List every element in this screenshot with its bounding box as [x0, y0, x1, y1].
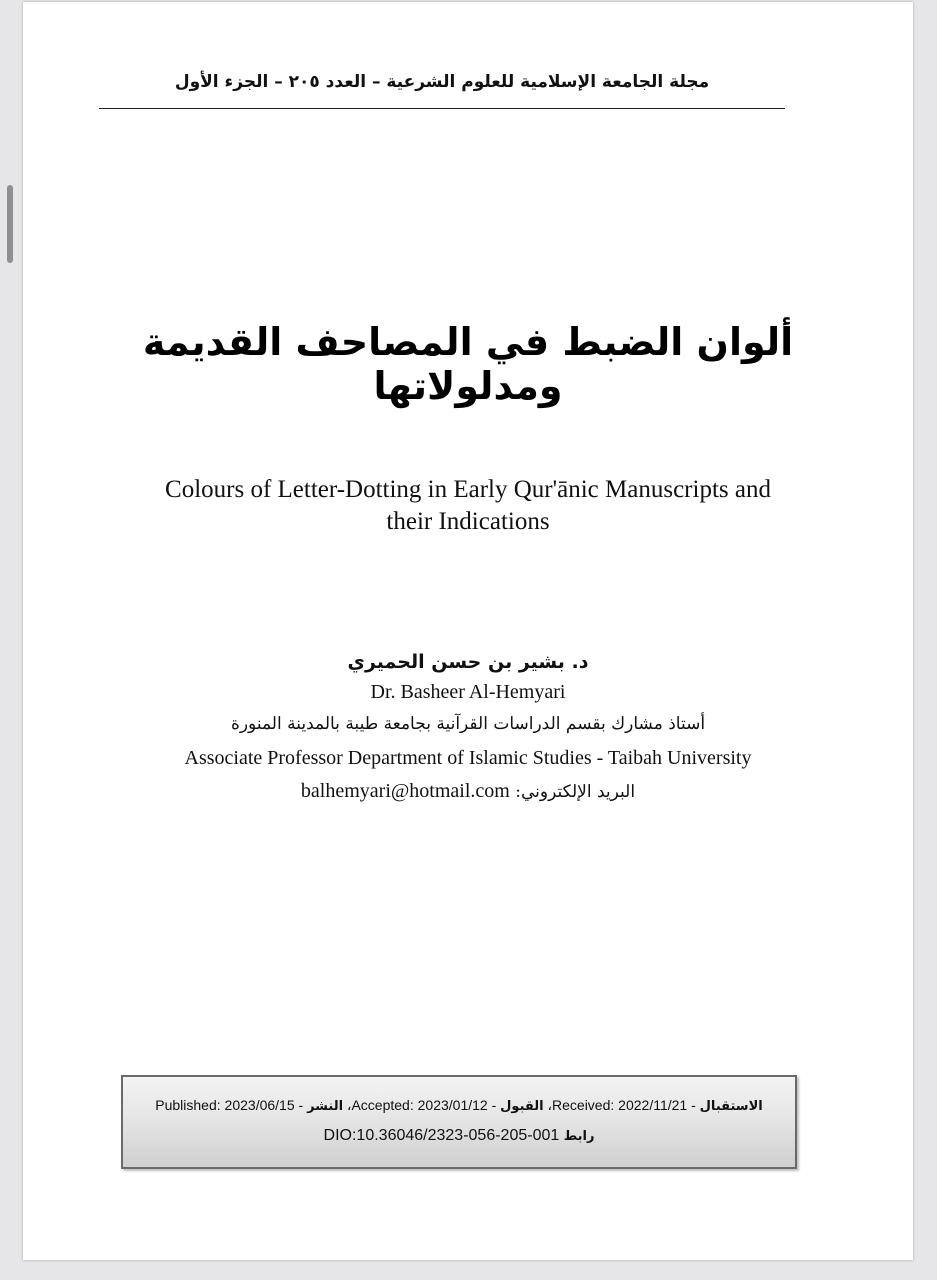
accepted-label-english: Accepted: — [351, 1097, 414, 1113]
published-label-english: Published: — [155, 1097, 221, 1113]
paper-title-english-line-2: their Indications — [386, 508, 550, 535]
dates-line: الاستقبال - Received: 2022/11/21، القبول - Accepted: 2023/01/12، النشر - Published: 2023/06/15 — [155, 1097, 763, 1114]
email-label: البريد الإلكتروني: — [515, 782, 636, 802]
doi-line — [123, 1127, 795, 1145]
received-label-arabic: الاستقبال — [699, 1099, 763, 1114]
journal-header: مجلة الجامعة الإسلامية للعلوم الشرعية – العدد ٢٠٥ – الجزء الأول — [174, 72, 710, 92]
header-divider — [99, 108, 785, 109]
published-date: 2023/06/15 — [224, 1097, 295, 1113]
author-email-line — [63, 773, 873, 810]
paper-title-english — [83, 474, 853, 538]
paper-title-arabic: ألوان الضبط في المصاحف القديمة ومدلولاتها — [142, 320, 794, 408]
author-position-english: Associate Professor Department of Islamic Studies - Taibah University — [184, 747, 752, 769]
doi-link[interactable]: 10.36046/2323-056-205-001 — [356, 1127, 560, 1144]
document-page — [23, 2, 913, 1260]
accepted-label-arabic: القبول — [500, 1099, 544, 1114]
published-label-arabic: النشر — [307, 1099, 344, 1114]
publication-dates-box — [121, 1075, 797, 1169]
author-position-arabic: أستاذ مشارك بقسم الدراسات القرآنية بجامعة طيبة بالمدينة المنورة — [230, 714, 706, 734]
received-label-english: Received: — [552, 1097, 615, 1113]
accepted-date: 2023/01/12 — [417, 1097, 488, 1113]
paper-title-english-line-1: Colours of Letter-Dotting in Early Qur'ānic Manuscripts and — [165, 476, 771, 503]
doi-label-english: DIO: — [323, 1127, 357, 1144]
author-email-link[interactable]: balhemyari@hotmail.com — [300, 780, 510, 802]
viewer-scrollbar[interactable] — [7, 185, 13, 263]
author-name-english: Dr. Basheer Al-Hemyari — [370, 681, 566, 703]
doi-label-arabic: رابط — [563, 1129, 595, 1144]
author-name-arabic: د. بشير بن حسن الحميري — [347, 651, 589, 673]
received-date: 2022/11/21 — [618, 1097, 688, 1113]
author-block — [63, 645, 873, 810]
